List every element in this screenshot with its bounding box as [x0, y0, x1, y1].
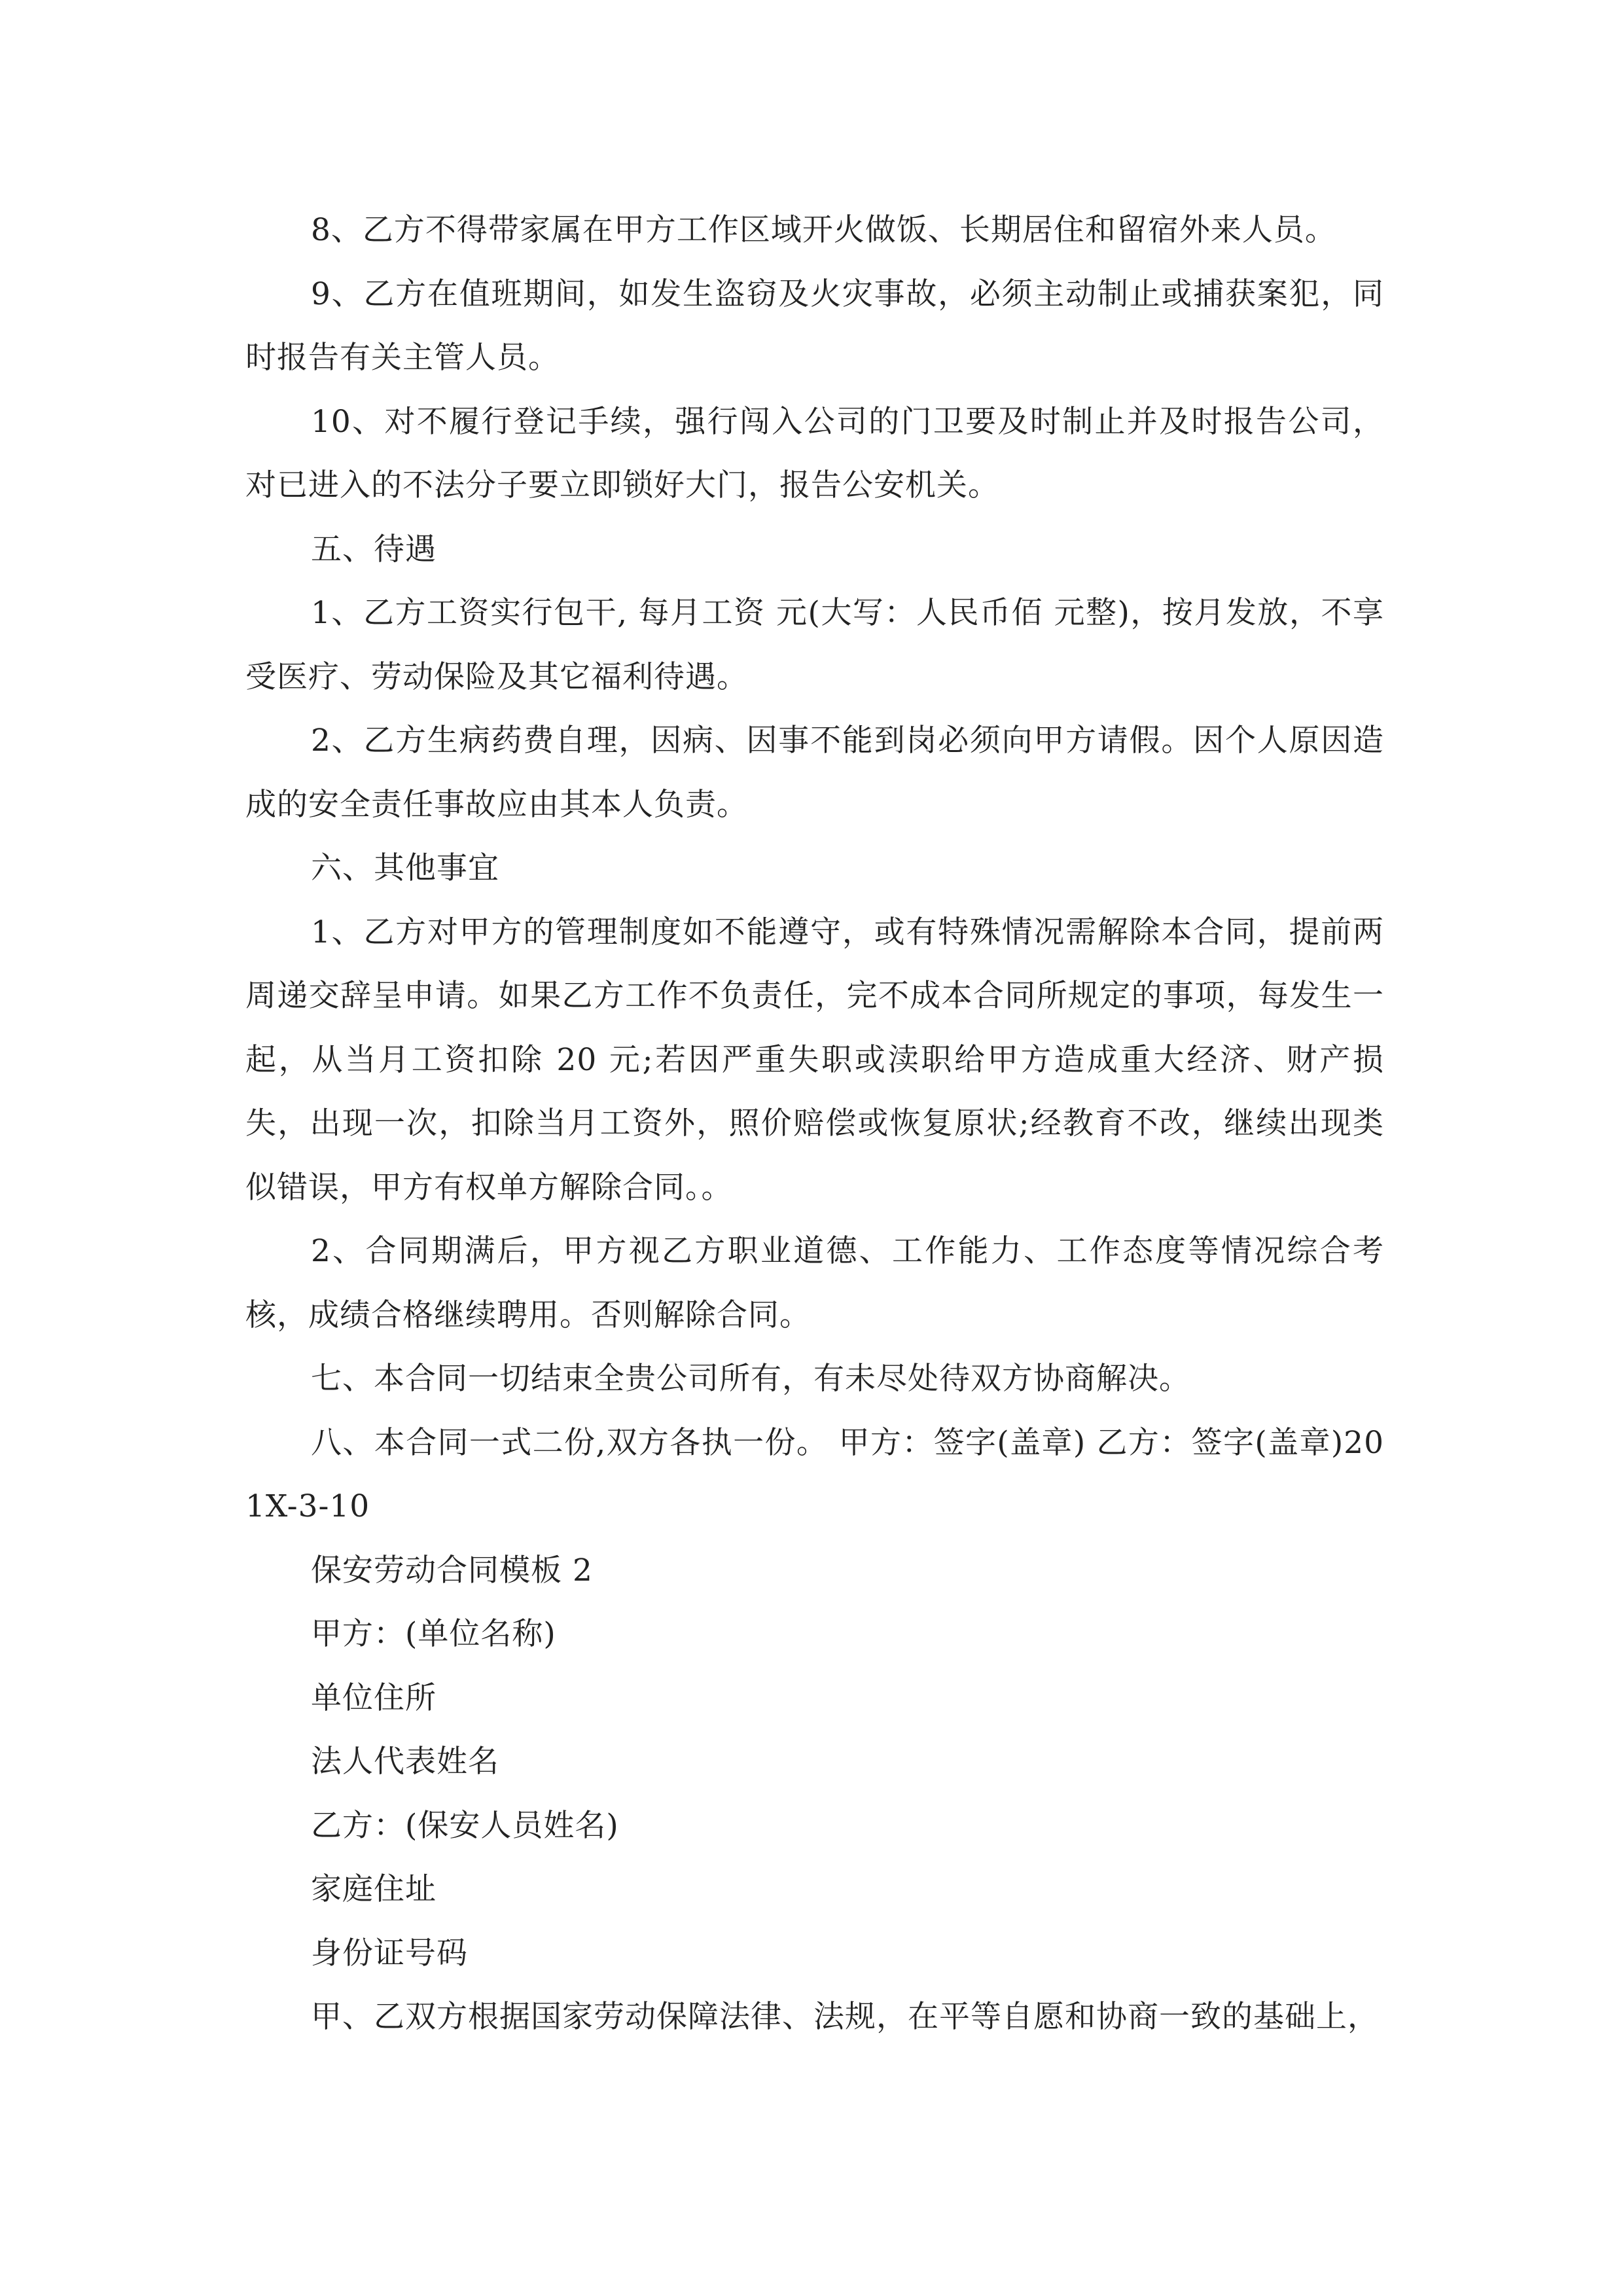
- party-b-home-address-line: 家庭住址: [311, 1871, 437, 1907]
- agreement-preamble-paragraph: 甲、乙双方根据国家劳动保障法律、法规，在平等自愿和协商一致的基础上，: [311, 1999, 1379, 2035]
- clause-8-paragraph: 8、乙方不得带家属在甲方工作区域开火做饭、长期居住和留宿外来人员。: [311, 212, 1336, 248]
- benefits-clause-1-paragraph: 1、乙方工资实行包干, 每月工资 元(大写：人民币佰 元整)，按月发放，不享受医疗、劳动保险及其它福利待遇。: [245, 595, 1384, 695]
- template-2-title: 保安劳动合同模板 2: [311, 1552, 593, 1588]
- benefits-clause-2-paragraph: 2、乙方生病药费自理，因病、因事不能到岗必须向甲方请假。因个人原因造成的安全责任事故应由其本人负责。: [245, 723, 1384, 823]
- section-heading-benefits: 五、待遇: [311, 531, 437, 567]
- section-eight-signature-paragraph: 八、本合同一式二份,双方各执一份。 甲方：签字(盖章) 乙方：签字(盖章)201X-3-10: [245, 1424, 1384, 1524]
- clause-9-paragraph: 9、乙方在值班期间，如发生盗窃及火灾事故，必须主动制止或捕获案犯，同时报告有关主管人员。: [245, 276, 1384, 376]
- other-clause-2-paragraph: 2、合同期满后，甲方视乙方职业道德、工作能力、工作态度等情况综合考核，成绩合格继续聘用。否则解除合同。: [245, 1233, 1384, 1333]
- party-a-name-line: 甲方：(单位名称): [311, 1616, 556, 1652]
- party-a-address-line: 单位住所: [311, 1679, 437, 1716]
- document-body: [245, 198, 1384, 2049]
- clause-10-paragraph: 10、对不履行登记手续，强行闯入公司的门卫要及时制止并及时报告公司，对已进入的不法分子要立即锁好大门，报告公安机关。: [245, 403, 1384, 503]
- legal-representative-line: 法人代表姓名: [311, 1744, 499, 1780]
- party-b-id-number-line: 身份证号码: [311, 1935, 468, 1971]
- other-clause-1-paragraph: 1、乙方对甲方的管理制度如不能遵守，或有特殊情况需解除本合同，提前两周递交辞呈申请。如果乙方工作不负责任，完不成本合同所规定的事项，每发生一起，从当月工资扣除 20 元;若因严重失职或渎职给甲方造成重大经济、财产损失，出现一次，扣除当月工资外，照价赔偿或恢复原状;经教育不改，继续出现类似错误，甲方有权单方解除合同。。: [245, 914, 1384, 1206]
- party-b-name-line: 乙方：(保安人员姓名): [311, 1807, 619, 1844]
- section-seven-paragraph: 七、本合同一切结束全贵公司所有，有未尽处待双方协商解决。: [311, 1361, 1190, 1397]
- section-heading-other-matters: 六、其他事宜: [311, 850, 499, 886]
